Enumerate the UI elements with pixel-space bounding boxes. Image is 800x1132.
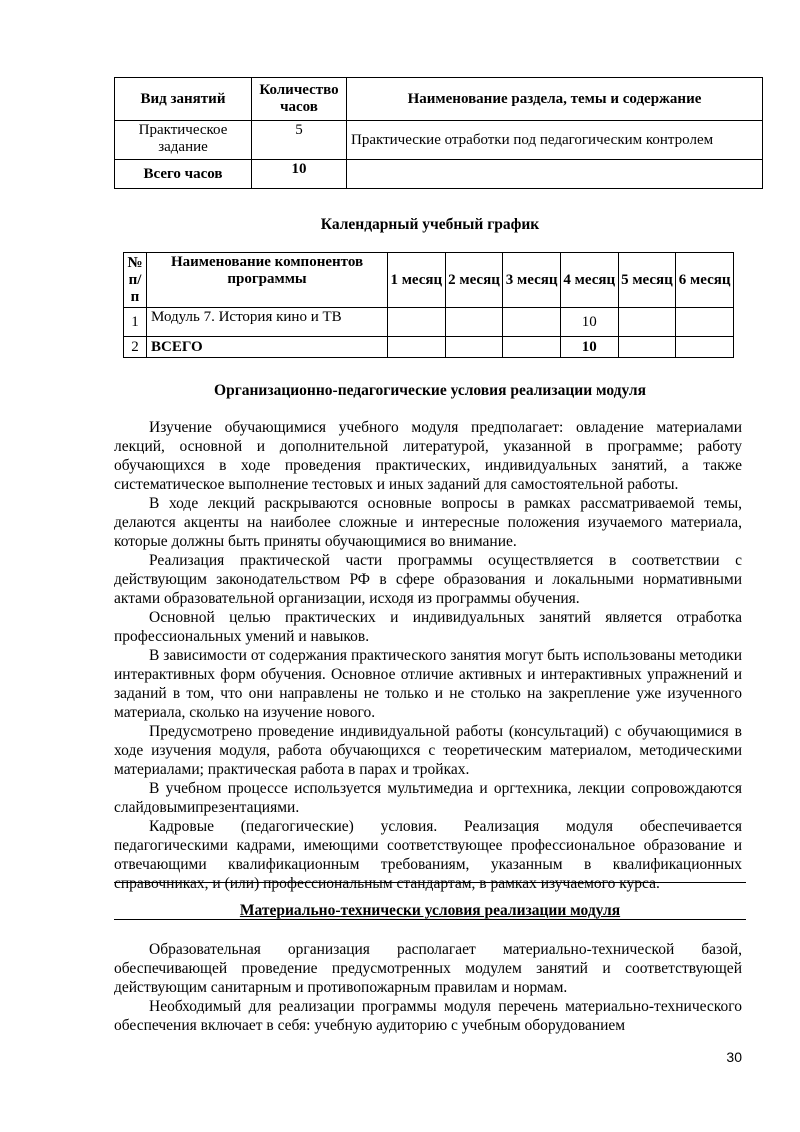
header-type: Вид занятий — [115, 78, 252, 121]
mat-section-title: Материально-технически условия реализации модуля — [239, 902, 621, 919]
cell-month-6 — [676, 337, 734, 358]
paragraph: В зависимости от содержания практического занятия могут быть использованы методики интерактивных форм обучения. Основное отличие активных и интерактивных упражнений и заданий в том, что они направлены не только и не столько на закрепление уже изученного материала, сколько на изучение нового. — [114, 647, 742, 721]
cell-hours: 5 — [252, 121, 347, 160]
header-month-4: 4 месяц — [560, 253, 618, 308]
cell-name: Модуль 7. История кино и ТВ — [147, 308, 388, 337]
cell-type: Всего часов — [115, 160, 252, 189]
cell-num: 2 — [124, 337, 147, 358]
divider — [114, 919, 746, 920]
paragraph: В ходе лекций раскрываются основные вопросы в рамках рассматриваемой темы, делаются акценты на наиболее сложные и интересные положения изучаемого материала, которые должны быть приняты обучающимися во внимание. — [114, 495, 742, 550]
header-month-3: 3 месяц — [503, 253, 561, 308]
paragraph: В учебном процессе используется мультимедиа и оргтехника, лекции сопровождаются слайдовымипрезентациями. — [114, 780, 742, 816]
header-month-5: 5 месяц — [618, 253, 676, 308]
table-header-row — [115, 78, 763, 121]
cell-name: ВСЕГО — [147, 337, 388, 358]
cell-month-1 — [388, 308, 446, 337]
header-hours: Количество часов — [252, 78, 347, 121]
header-month-6: 6 месяц — [676, 253, 734, 308]
workload-table — [114, 77, 763, 189]
header-name: Наименование компонентов программы — [147, 253, 388, 308]
cell-month-4: 10 — [560, 308, 618, 337]
cell-hours: 10 — [252, 160, 347, 189]
cell-content — [347, 160, 763, 189]
cell-month-2 — [445, 308, 503, 337]
paragraph: Образовательная организация располагает материально-технической базой, обеспечивающей проведение предусмотренных модулем занятий и соответствующей действующим санитарным и противопожарным правилам и нормам. — [114, 941, 742, 996]
divider — [114, 882, 746, 883]
header-num: № п/п — [124, 253, 147, 308]
cell-month-6 — [676, 308, 734, 337]
paragraph: Основной целью практических и индивидуальных занятий является отработка профессиональных умений и навыков. — [114, 609, 742, 645]
paragraph: Предусмотрено проведение индивидуальной работы (консультаций) с обучающимися в ходе изучения модуля, работа обучающихся с теоретическим материалом, методическими материалами; практическая работа в парах и тройках. — [114, 723, 742, 778]
mat-section-body — [114, 940, 742, 1035]
paragraph: Кадровые (педагогические) условия. Реализация модуля обеспечивается педагогическими кадрами, имеющими соответствующее профессиональное образование и отвечающими квалификационным требованиям, указанным в квалификационных справочниках, и (или) профессиональным стандартам, в рамках изучаемого курса. — [114, 818, 742, 892]
cell-month-1 — [388, 337, 446, 358]
header-month-1: 1 месяц — [388, 253, 446, 308]
table-header-row — [124, 253, 734, 308]
cell-month-2 — [445, 337, 503, 358]
paragraph: Необходимый для реализации программы модуля перечень материально-технического обеспечения включает в себя: учебную аудиторию с учебным оборудованием — [114, 998, 742, 1034]
header-content: Наименование раздела, темы и содержание — [347, 78, 763, 121]
cell-num: 1 — [124, 308, 147, 337]
table-row — [124, 337, 734, 358]
org-section-title: Организационно-педагогические условия реализации модуля — [214, 382, 646, 399]
table-row — [115, 121, 763, 160]
schedule-table — [123, 252, 734, 358]
cell-type: Практическое задание — [115, 121, 252, 160]
header-month-2: 2 месяц — [445, 253, 503, 308]
cell-month-3 — [503, 308, 561, 337]
schedule-title: Календарный учебный график — [320, 216, 540, 233]
table-row — [124, 308, 734, 337]
cell-content: Практические отработки под педагогическим контролем — [347, 121, 763, 160]
paragraph: Изучение обучающимися учебного модуля предполагает: овладение материалами лекций, основной и дополнительной литературой, указанной в программе; работу обучающихся в ходе проведения практических, индивидуальных занятий, а также систематическое выполнение тестовых и иных заданий для самостоятельной работы. — [114, 419, 742, 493]
paragraph: Реализация практической части программы осуществляется в соответствии с действующим законодательством РФ в сфере образования и локальными нормативными актами образовательной организации, исходя из программы обучения. — [114, 552, 742, 607]
cell-month-3 — [503, 337, 561, 358]
cell-month-5 — [618, 308, 676, 337]
table-row — [115, 160, 763, 189]
org-section-body — [114, 418, 742, 893]
cell-month-4: 10 — [560, 337, 618, 358]
page-number: 30 — [726, 1049, 742, 1065]
cell-month-5 — [618, 337, 676, 358]
